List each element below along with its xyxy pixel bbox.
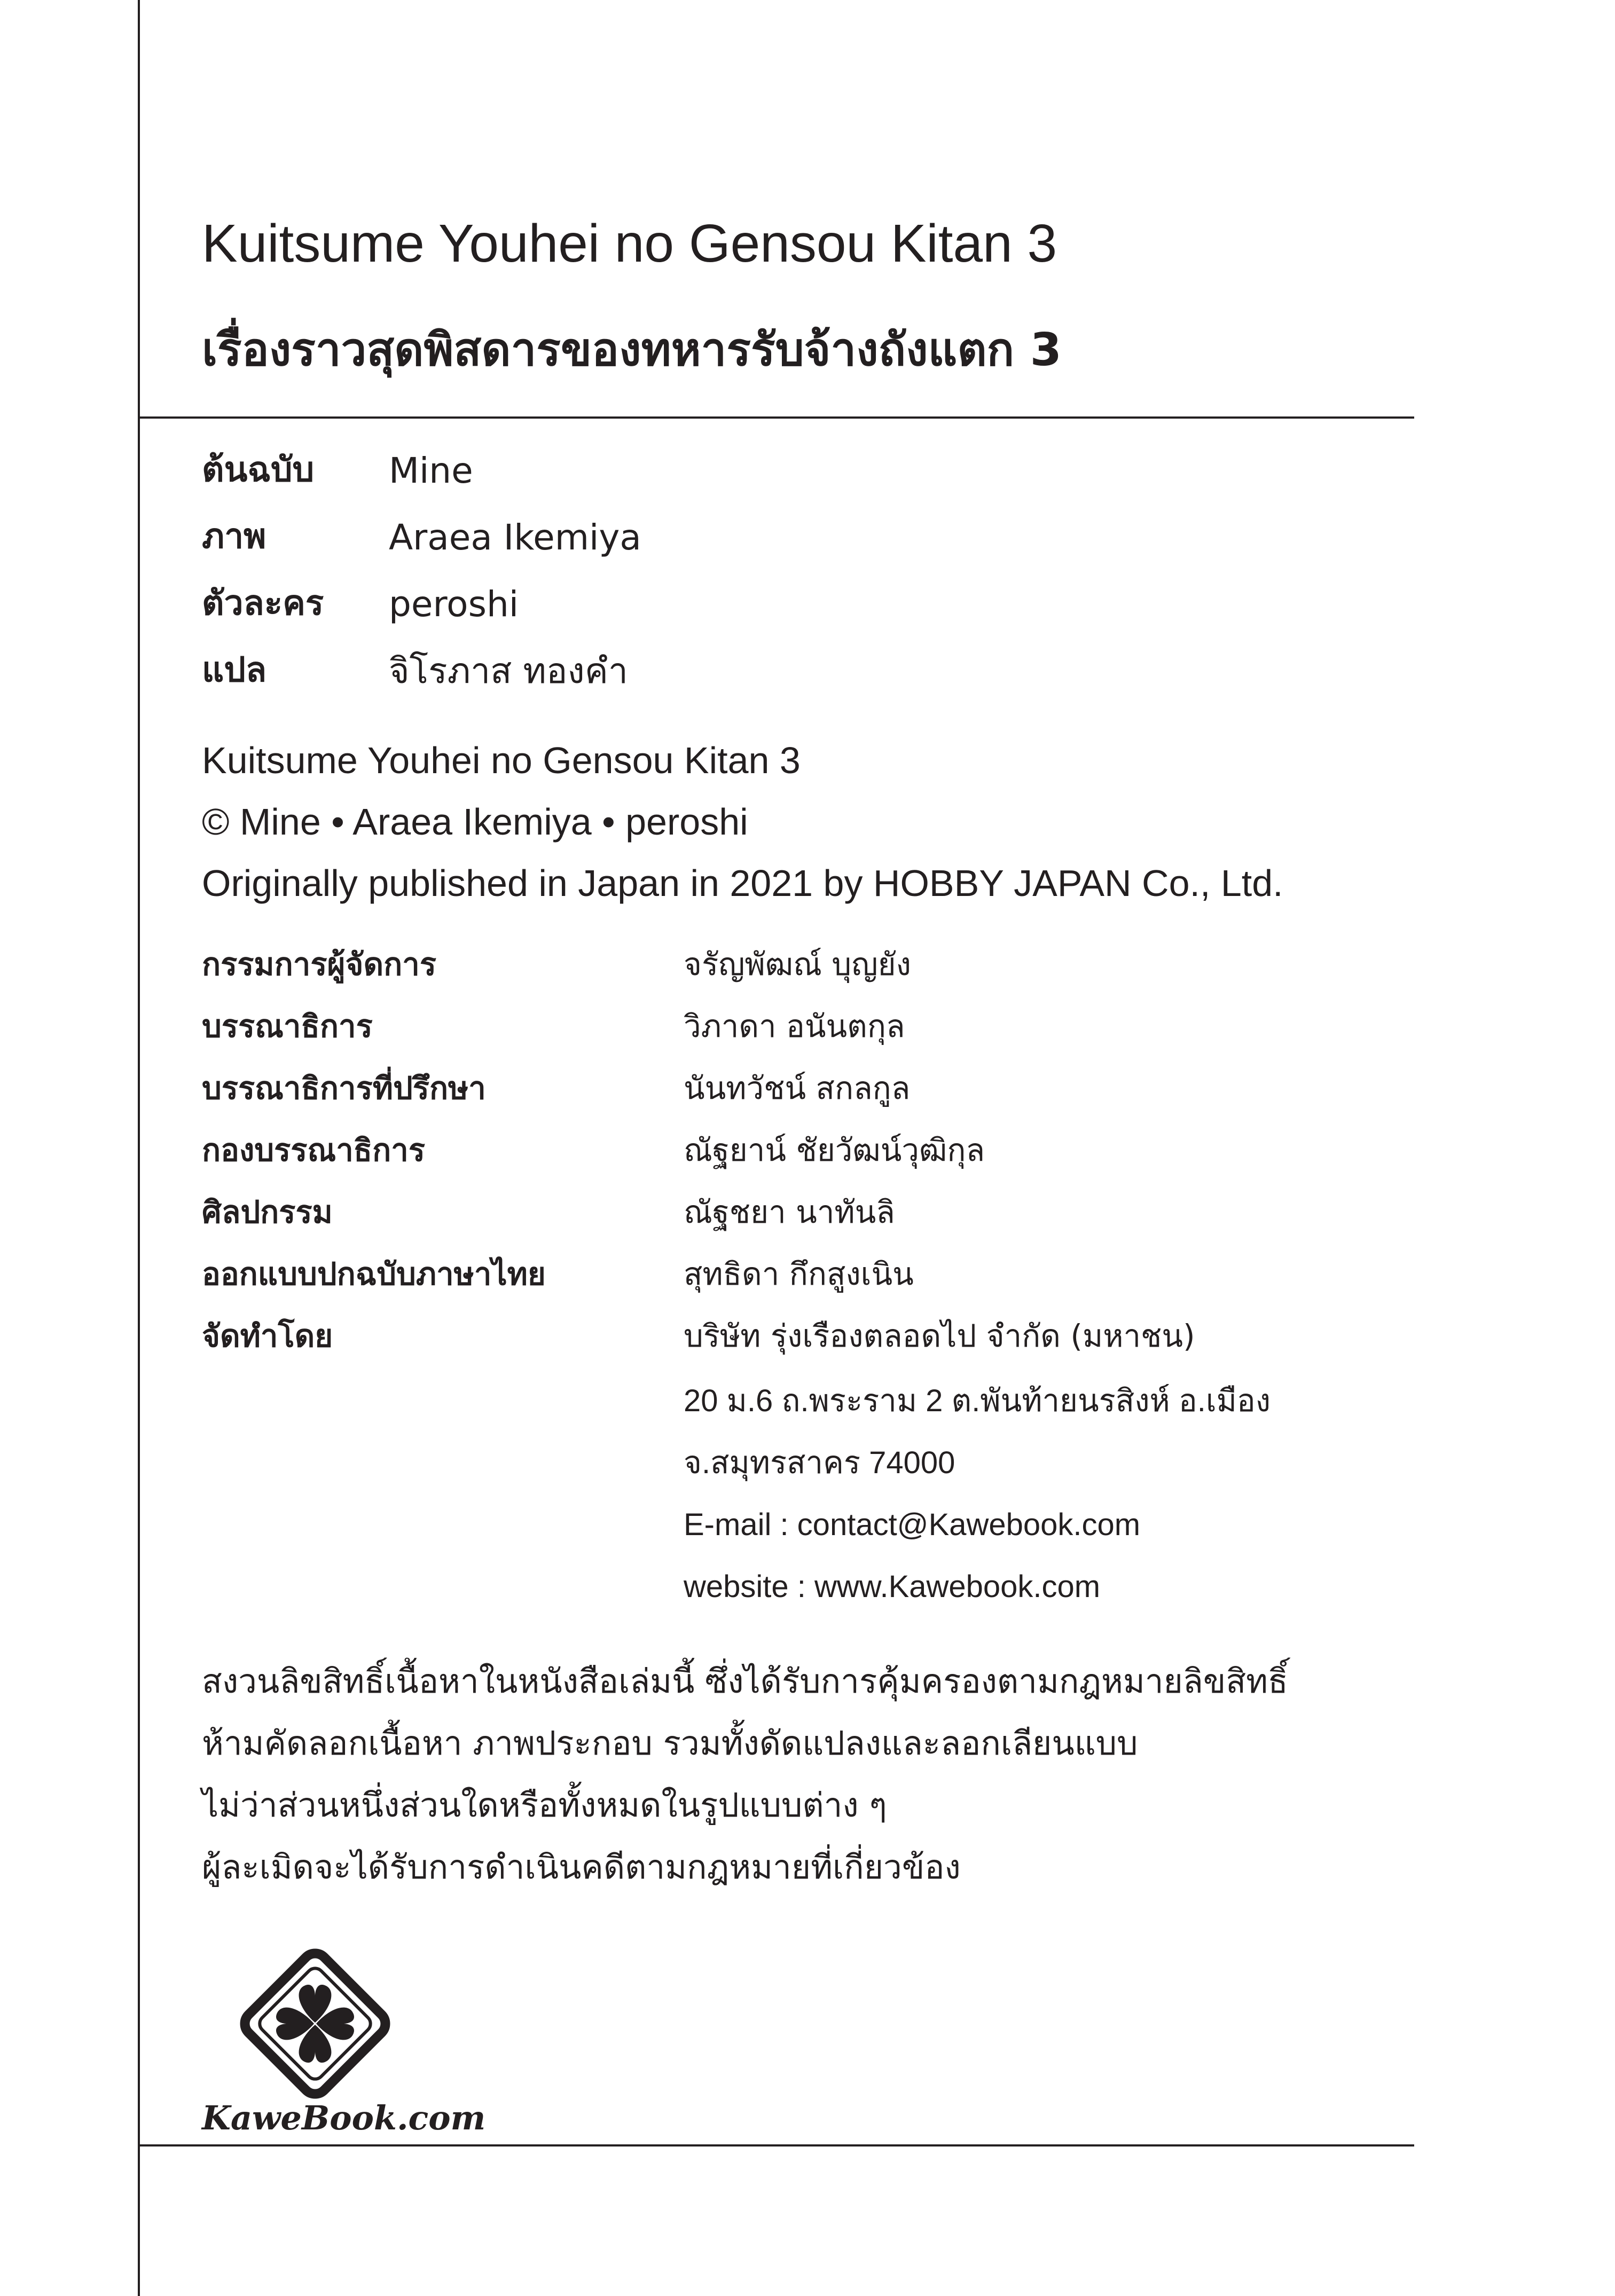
credit-label: แปล (202, 650, 267, 690)
staff-value: ณัฐชยา นาทันลิ (684, 1194, 895, 1230)
staff-label: จัดทำโดย (202, 1318, 333, 1354)
clover-diamond-icon (230, 1938, 401, 2109)
credit-label: ต้นฉบับ (202, 450, 315, 490)
credit-value: peroshi (389, 584, 519, 625)
credit-label: ภาพ (202, 517, 266, 556)
staff-label: ออกแบบปกฉบับภาษาไทย (202, 1256, 546, 1292)
publisher-address: 20 ม.6 ถ.พระราม 2 ต.พันท้ายนรสิงห์ อ.เมือง (684, 1383, 1271, 1418)
copyright-holders: © Mine • Araea Ikemiya • peroshi (202, 801, 748, 843)
notice-line: ห้ามคัดลอกเนื้อหา ภาพประกอบ รวมทั้งดัดแปลงและลอกเลียนแบบ (202, 1724, 1138, 1763)
credit-value: Mine (389, 450, 473, 491)
publisher-website: website : www.Kawebook.com (684, 1569, 1101, 1604)
title-english: Kuitsume Youhei no Gensou Kitan 3 (202, 214, 1057, 273)
staff-label: บรรณาธิการ (202, 1008, 373, 1044)
staff-value: ณัฐยาน์ ชัยวัฒน์วุฒิกุล (684, 1132, 985, 1168)
credit-value: Araea Ikemiya (389, 517, 641, 558)
staff-value: นันทวัชน์ สกลกูล (684, 1070, 911, 1106)
notice-line: ไม่ว่าส่วนหนึ่งส่วนใดหรือทั้งหมดในรูปแบบต่าง ๆ (202, 1786, 887, 1825)
staff-value: จรัญพัฒณ์ บุญยัง (684, 946, 911, 982)
staff-label: บรรณาธิการที่ปรึกษา (202, 1070, 486, 1106)
notice-line: ผู้ละเมิดจะได้รับการดำเนินคดีตามกฎหมายที่เกี่ยวข้อง (202, 1847, 961, 1886)
staff-value: บริษัท รุ่งเรืองตลอดไป จำกัด (มหาชน) (684, 1318, 1195, 1354)
kawebook-logo-text: KaweBook.com (202, 2098, 486, 2137)
left-margin-rule (138, 0, 140, 2296)
publisher-email: E-mail : contact@Kawebook.com (684, 1507, 1141, 1542)
staff-label: ศิลปกรรม (202, 1194, 333, 1230)
original-publication: Originally published in Japan in 2021 by HOBBY JAPAN Co., Ltd. (202, 862, 1283, 904)
staff-label: กองบรรณาธิการ (202, 1132, 426, 1168)
staff-value: วิภาดา อนันตกุล (684, 1008, 905, 1044)
notice-line: สงวนลิขสิทธิ์เนื้อหาในหนังสือเล่มนี้ ซึ่งได้รับการคุ้มครองตามกฎหมายลิขสิทธิ์ (202, 1662, 1288, 1701)
publisher-province: จ.สมุทรสาคร 74000 (684, 1445, 955, 1480)
staff-label: กรรมการผู้จัดการ (202, 946, 436, 982)
staff-value: สุทธิดา กึกสูงเนิน (684, 1256, 914, 1292)
title-thai: เรื่องราวสุดพิสดารของทหารรับจ้างถังแตก 3 (202, 324, 1062, 376)
copyright-title: Kuitsume Youhei no Gensou Kitan 3 (202, 740, 801, 781)
credit-value: จิโรภาส ทองคำ (389, 650, 628, 691)
footer-divider (138, 2144, 1414, 2146)
credit-label: ตัวละคร (202, 584, 324, 623)
title-divider (138, 416, 1414, 419)
